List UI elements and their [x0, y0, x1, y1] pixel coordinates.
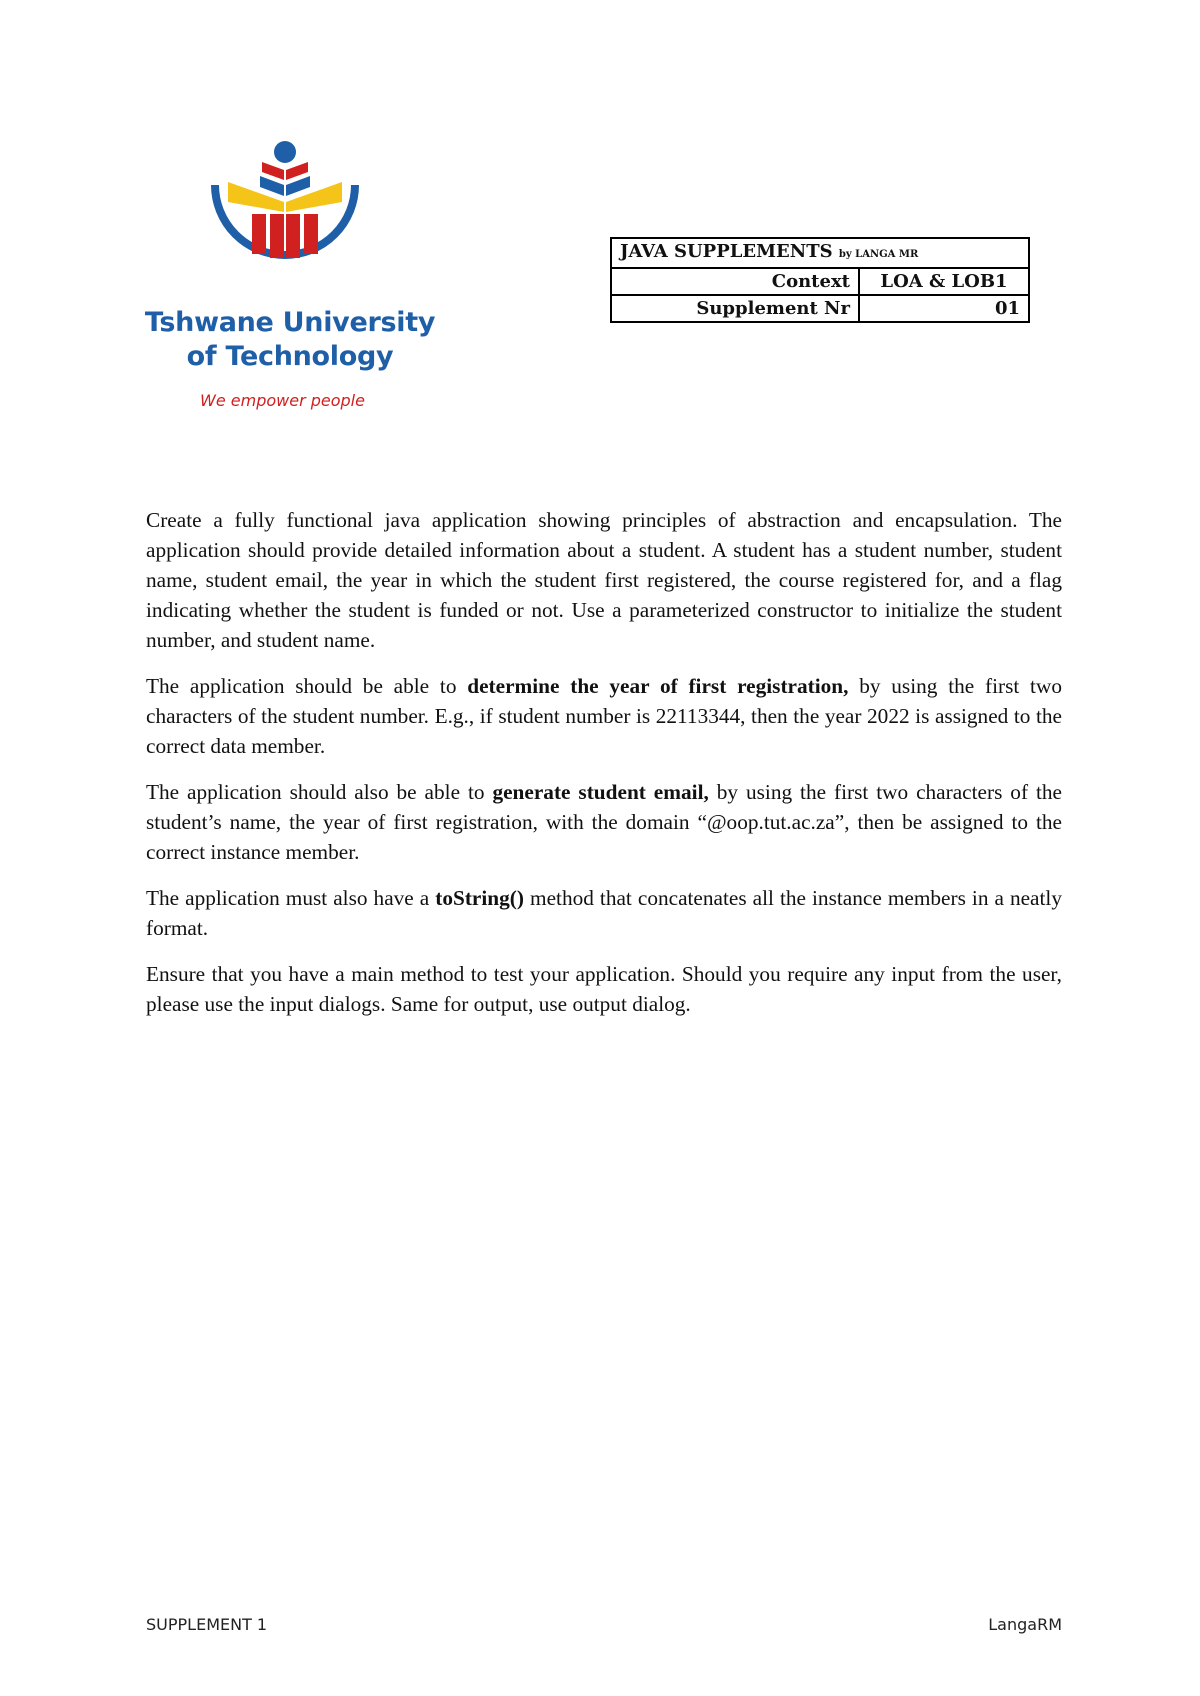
university-logo — [140, 140, 440, 420]
paragraph-3-text-c: by using the first two characters of the student’s name, the year of first registration, with the domain “@oop.tut.ac.za”, then be assigned to the correct instance member. — [146, 780, 1062, 864]
paragraph-3 — [146, 777, 1062, 867]
paragraph-4-text-a: The application must also have a — [146, 886, 436, 910]
paragraph-1: Create a fully functional java application showing principles of abstraction and encapsulation. The application should provide detailed information about a student. A student has a student number, student name, student email, the year in which the student first registered, the course registered for, and a flag indicating whether the student is funded or not. Use a parameterized constructor to initialize the student number, and student name. — [146, 508, 1062, 652]
university-name-line1: Tshwane University — [144, 307, 436, 338]
paragraph-2-text-a: The application should be able to — [146, 674, 468, 698]
paragraph-3-text-a: The application should also be able to — [146, 780, 493, 804]
university-name-line2: of Technology — [186, 341, 394, 372]
paragraph-2 — [146, 671, 1062, 761]
paragraph-4-bold: toString() — [435, 886, 524, 910]
info-table-row — [611, 295, 1029, 322]
paragraph-5: Ensure that you have a main method to test your application. Should you require any input from the user, please use the input dialogs. Same for output, use output dialog. — [146, 962, 1062, 1016]
supplement-nr-label: Supplement Nr — [611, 295, 859, 322]
paragraph-3-bold: generate student email, — [492, 780, 709, 804]
context-value: LOA & LOB1 — [859, 268, 1029, 295]
paragraph-4 — [146, 883, 1062, 943]
university-tagline: We empower people — [200, 391, 365, 410]
supplement-info-table — [610, 237, 1030, 323]
info-table-title: JAVA SUPPLEMENTS — [620, 241, 833, 262]
context-label: Context — [611, 268, 859, 295]
info-table-row — [611, 268, 1029, 295]
assignment-body — [146, 505, 1062, 1035]
info-table-title-cell — [611, 238, 1029, 268]
supplement-nr-value: 01 — [859, 295, 1029, 322]
info-table-header-row — [611, 238, 1029, 268]
info-table-author: by LANGA MR — [838, 249, 919, 260]
paragraph-2-bold: determine the year of first registration, — [467, 674, 849, 698]
tut-emblem-icon — [200, 140, 370, 280]
paragraph-2-text-c: by using the first two characters of the student number. E.g., if student number is 22113344, then the year 2022 is assigned to the correct data member. — [146, 674, 1062, 758]
footer-left: SUPPLEMENT 1 — [146, 1615, 268, 1634]
footer-right: LangaRM — [988, 1615, 1062, 1634]
paragraph-4-text-c: method that concatenates all the instance members in a neatly format. — [146, 886, 1062, 940]
